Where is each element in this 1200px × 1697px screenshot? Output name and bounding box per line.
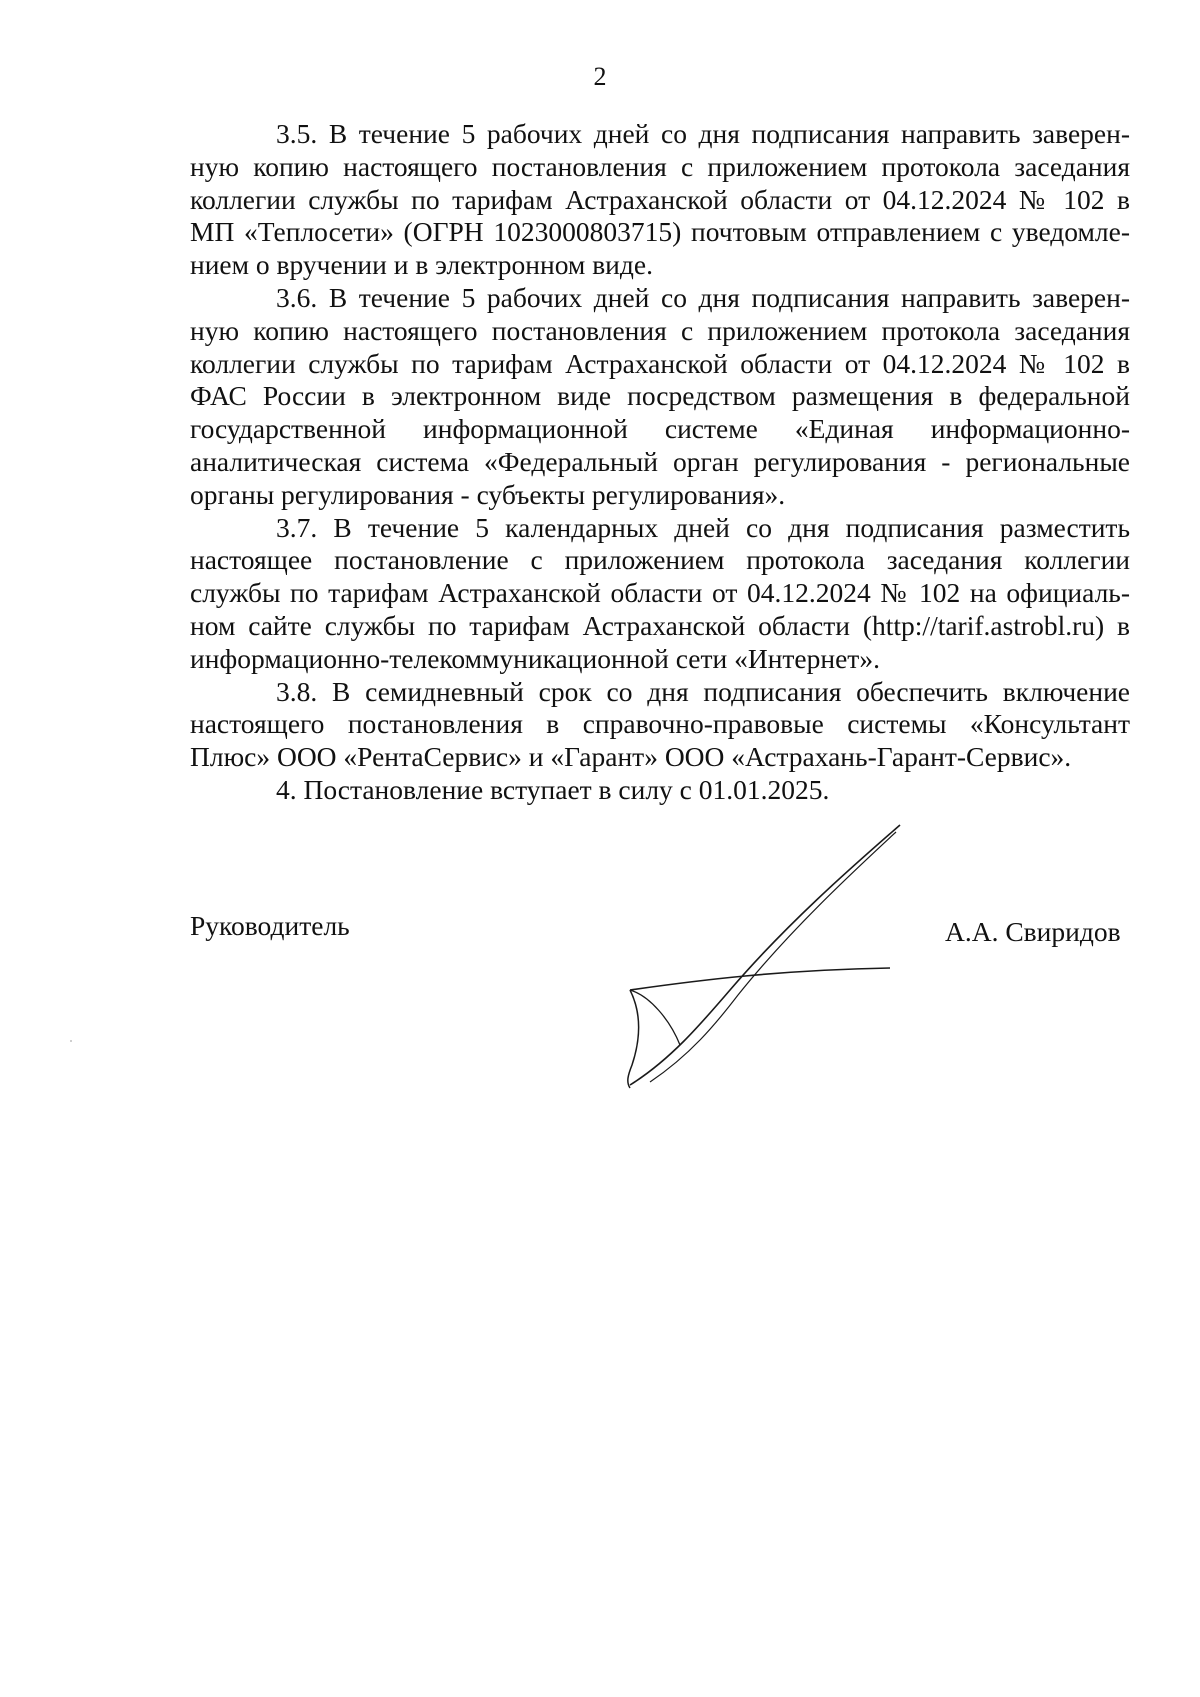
paragraph-4 (190, 774, 1130, 807)
paragraph-line: ном сайте службы по тарифам Астраханской области (http://tarif.astrobl.ru) в (190, 609, 1130, 641)
paragraph-3-5 (190, 118, 1130, 282)
paragraph-line: настоящее постановление с приложением протокола заседания коллегии (190, 544, 1130, 576)
paragraph-line: 3.6. В течение 5 рабочих дней со дня подписания направить заверен- (276, 281, 1130, 313)
paragraph-line: службы по тарифам Астраханской области от 04.12.2024 № 102 на официаль- (190, 577, 1130, 609)
paragraph-3-7 (190, 512, 1130, 676)
paragraph-line: настоящего постановления в справочно-правовые системы «Консультант (190, 708, 1130, 740)
paragraph-line: коллегии службы по тарифам Астраханской области от 04.12.2024 № 102 в (190, 183, 1130, 215)
paragraph-line: Плюс» ООО «РентаСервис» и «Гарант» ООО «Астрахань-Гарант-Сервис». (190, 741, 1072, 773)
handwritten-signature (620, 820, 920, 1090)
signer-name: А.А. Свиридов (945, 916, 1121, 947)
paragraph-line: ФАС России в электронном виде посредством размещения в федеральной (190, 380, 1130, 412)
paragraph-line: МП «Теплосети» (ОГРН 1023000803715) почтовым отправлением с уведомле- (190, 216, 1130, 248)
paragraph-line: аналитическая система «Федеральный орган регулирования - региональные (190, 445, 1130, 477)
paragraph-line: ную копию настоящего постановления с приложением протокола заседания (190, 150, 1130, 182)
page-number: 2 (593, 62, 607, 91)
paragraph-line: 3.5. В течение 5 рабочих дней со дня подписания направить заверен- (276, 118, 1130, 149)
paragraph-line: нием о вручении и в электронном виде. (190, 249, 653, 281)
paragraph-line: коллегии службы по тарифам Астраханской области от 04.12.2024 № 102 в (190, 347, 1130, 379)
paragraph-line: 4. Постановление вступает в силу с 01.01.2025. (276, 773, 830, 805)
scan-artifact (70, 1040, 72, 1042)
paragraph-3-6 (190, 282, 1130, 512)
paragraph-line: 3.8. В семидневный срок со дня подписания обеспечить включение (276, 675, 1130, 707)
paragraph-line: государственной информационной системе «Единая информационно- (190, 413, 1130, 445)
paragraph-line: органы регулирования - субъекты регулирования». (190, 478, 786, 510)
paragraph-line: ную копию настоящего постановления с приложением протокола заседания (190, 314, 1130, 346)
document-body (190, 118, 1130, 807)
signer-title: Руководитель (190, 910, 350, 941)
paragraph-3-8 (190, 676, 1130, 774)
paragraph-line: 3.7. В течение 5 календарных дней со дня подписания разместить (276, 511, 1130, 543)
paragraph-line: информационно-телекоммуникационной сети «Интернет». (190, 642, 880, 674)
